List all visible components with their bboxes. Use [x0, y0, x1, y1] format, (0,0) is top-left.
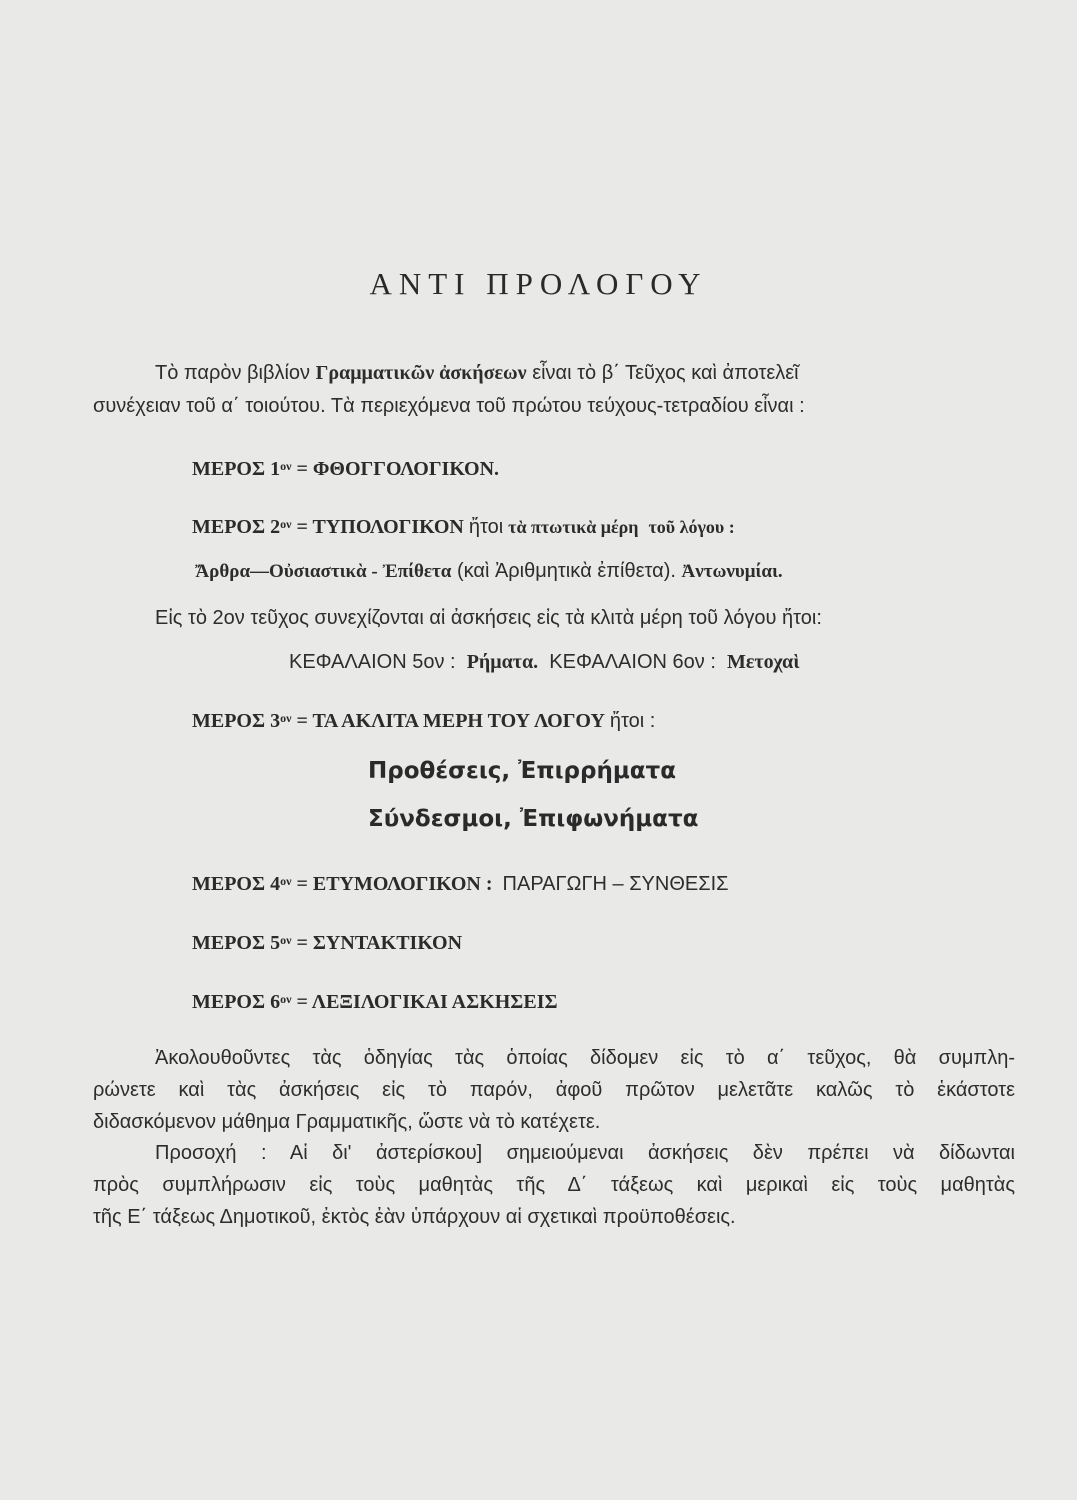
meros-5	[192, 932, 462, 955]
meros-3-htoi: ἤτοι :	[609, 710, 656, 732]
page-title: ΑΝΤΙ ΠΡΟΛΟΓΟΥ	[369, 266, 708, 301]
meros-5-sup: ον	[280, 933, 292, 947]
meros-4-paragogi: ΠΑΡΑΓΩΓΗ – ΣΥΝΘΕΣΙΣ	[502, 873, 729, 895]
meros-2-label: ΜΕΡΟΣ 2	[192, 516, 281, 538]
meros-2-subline	[195, 560, 783, 583]
teuxos-2-line: Εἰς τὸ 2ον τεῦχος συνεχίζονται αἱ ἀσκήσεις εἰς τὰ κλιτὰ μέρη τοῦ λόγου ἤτοι:	[155, 607, 822, 629]
meros-2-tou-logou: τοῦ λόγου :	[648, 517, 735, 537]
meros-1-sup: ον	[280, 459, 292, 473]
meros-2	[192, 516, 735, 539]
meros-2-arithmitika: (καὶ Ἀριθμητικὰ ἐπίθετα).	[456, 560, 676, 582]
meros-6-label: ΜΕΡΟΣ 6	[192, 991, 281, 1013]
meros-4-title: = ΕΤΥΜΟΛΟΓΙΚΟΝ :	[296, 873, 493, 895]
outro-line-1: Ἀκολουθοῦντες τὰς ὁδηγίας τὰς ὁποίας δίδομεν εἰς τὸ α΄ τεῦχος, θὰ συμπλη-	[155, 1047, 1015, 1069]
meros-3-label: ΜΕΡΟΣ 3	[192, 710, 281, 732]
outro-line-6: τῆς Ε΄ τάξεως Δημοτικοῦ, ἐκτὸς ἐὰν ὑπάρχουν αἱ σχετικαὶ προϋποθέσεις.	[93, 1206, 736, 1228]
meros-5-title: = ΣΥΝΤΑΚΤΙΚΟΝ	[296, 932, 463, 954]
meros-1-title: = ΦΘΟΓΓΟΛΟΓΙΚΟΝ.	[296, 458, 500, 480]
meros-3-big-line-2: Σύνδεσμοι, Ἐπιφωνήματα	[368, 806, 699, 832]
intro-line-1	[155, 362, 799, 385]
meros-4-sup: ον	[280, 874, 292, 888]
meros-2-arthra: Ἄρθρα—Οὐσιαστικὰ - Ἐπίθετα	[195, 561, 452, 582]
outro-line-4: Προσοχή : Αἱ δι' ἀστερίσκου] σημειούμεναι ἀσκήσεις δὲν πρέπει νὰ δίδωνται	[155, 1142, 1015, 1164]
kefalaio-5-rimata: Ρήματα.	[466, 651, 539, 673]
intro-text-a: Τὸ παρὸν βιβλίον	[155, 362, 311, 384]
kefalaia-line	[289, 651, 799, 674]
meros-4	[192, 873, 729, 896]
outro-line-3: διδασκόμενον μάθημα Γραμματικῆς, ὥστε νὰ τὸ κατέχετε.	[93, 1111, 601, 1133]
meros-6	[192, 991, 558, 1014]
kefalaio-6-metoxai: Μετοχαὶ	[727, 651, 800, 673]
outro-line-5: πρὸς συμπλήρωσιν εἰς τοὺς μαθητὰς τῆς Δ΄ τάξεως καὶ μερικαὶ εἰς τοὺς μαθητὰς	[93, 1174, 1015, 1196]
meros-3-sup: ον	[280, 711, 292, 725]
outro-line-2: ρώνετε καὶ τὰς ἀσκήσεις εἰς τὸ παρόν, ἀφοῦ πρῶτον μελετᾶτε καλῶς τὸ ἑκάστοτε	[93, 1079, 1015, 1101]
meros-3	[192, 710, 655, 733]
kefalaio-5: ΚΕΦΑΛΑΙΟΝ 5ον :	[289, 651, 456, 673]
intro-text-c: εἶναι τὸ β΄ Τεῦχος καὶ ἀποτελεῖ	[532, 362, 799, 384]
kefalaio-6: ΚΕΦΑΛΑΙΟΝ 6ον :	[549, 651, 716, 673]
meros-2-ptotika: τὰ πτωτικὰ μέρη	[508, 517, 639, 537]
intro-book-title: Γραμματικῶν ἀσκήσεων	[315, 362, 527, 384]
meros-3-big-line-1: Προθέσεις, Ἐπιρρήματα	[368, 758, 677, 784]
meros-2-title: = ΤΥΠΟΛΟΓΙΚΟΝ	[296, 516, 464, 538]
meros-6-sup: ον	[280, 992, 292, 1006]
meros-6-title: = ΛΕΞΙΛΟΓΙΚΑΙ ΑΣΚΗΣΕΙΣ	[296, 991, 558, 1013]
meros-2-sup: ον	[280, 517, 292, 531]
meros-5-label: ΜΕΡΟΣ 5	[192, 932, 281, 954]
intro-line-2: συνέχειαν τοῦ α΄ τοιούτου. Τὰ περιεχόμενα τοῦ πρώτου τεύχους-τετραδίου εἶναι :	[93, 395, 805, 417]
meros-1-label: ΜΕΡΟΣ 1	[192, 458, 281, 480]
meros-2-antonymiai: Ἀντωνυμίαι.	[681, 561, 783, 582]
meros-3-title: = ΤΑ ΑΚΛΙΤΑ ΜΕΡΗ ΤΟΥ ΛΟΓΟΥ	[296, 710, 605, 732]
meros-1	[192, 458, 499, 481]
meros-4-label: ΜΕΡΟΣ 4	[192, 873, 281, 895]
meros-2-htoi: ἤτοι	[468, 516, 504, 538]
